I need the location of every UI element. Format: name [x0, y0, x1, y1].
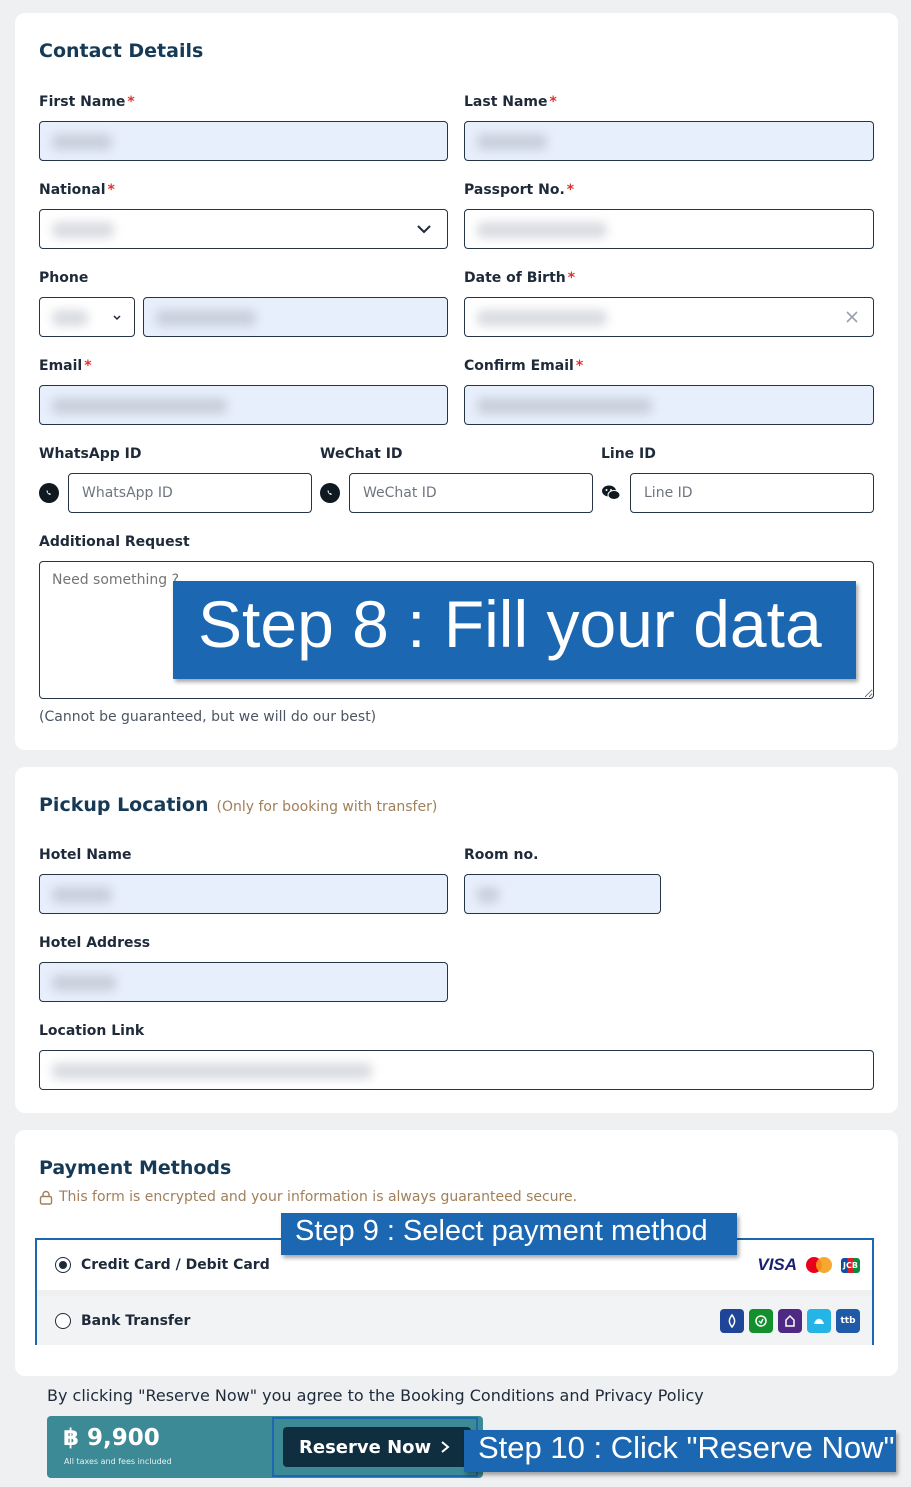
redacted-value [477, 887, 499, 903]
last-name-input[interactable] [464, 121, 874, 161]
chevron-right-icon [439, 1440, 451, 1454]
bank-transfer-radio[interactable] [55, 1313, 71, 1329]
redacted-value [477, 222, 607, 238]
additional-request-label: Additional Request [39, 534, 190, 550]
step9-annotation: Step 9 : Select payment method [281, 1213, 737, 1255]
required-mark: * [127, 94, 135, 110]
payment-methods-title: Payment Methods [39, 1157, 232, 1179]
reserve-now-button[interactable] [283, 1427, 471, 1467]
kasikorn-bank-icon [749, 1309, 773, 1333]
email-input[interactable] [39, 385, 448, 425]
dob-label: Date of Birth * [464, 270, 576, 286]
reserve-bar [47, 1416, 483, 1478]
required-mark: * [575, 358, 584, 374]
step8-annotation: Step 8 : Fill your data [173, 581, 856, 679]
hotel-name-label: Hotel Name [39, 847, 132, 863]
pickup-location-card [15, 767, 898, 1113]
required-mark: * [107, 182, 115, 198]
agreement-text: By clicking "Reserve Now" you agree to the Booking Conditions and Privacy Policy [47, 1386, 704, 1405]
hotel-address-input[interactable] [39, 962, 448, 1002]
clear-icon[interactable] [845, 310, 859, 324]
line-label: Line ID [601, 446, 656, 462]
whatsapp-input[interactable] [68, 473, 312, 513]
redacted-value [52, 398, 227, 414]
room-no-label: Room no. [464, 847, 539, 863]
credit-card-label: Credit Card / Debit Card [81, 1257, 270, 1273]
confirm-email-input[interactable] [464, 385, 874, 425]
wechat-placeholder: WeChat ID [363, 485, 437, 501]
phone-label: Phone [39, 270, 89, 286]
passport-input[interactable] [464, 209, 874, 249]
line-input[interactable] [630, 473, 874, 513]
bank-transfer-label: Bank Transfer [81, 1312, 191, 1329]
visa-icon: VISA [757, 1255, 798, 1274]
phone-input[interactable] [143, 297, 448, 337]
step10-annotation: Step 10 : Click "Reserve Now" [464, 1430, 896, 1472]
card-logos [757, 1255, 860, 1275]
dob-input[interactable] [464, 297, 874, 337]
jcb-icon: JCB [841, 1258, 860, 1273]
redacted-value [52, 1063, 372, 1079]
email-label: Email * [39, 358, 92, 374]
required-mark: * [84, 358, 92, 374]
lock-icon [39, 1190, 53, 1205]
redacted-value [52, 134, 112, 150]
scb-bank-icon [778, 1309, 802, 1333]
redacted-value [477, 398, 652, 414]
confirm-email-label: Confirm Email * [464, 358, 584, 374]
chevron-down-icon [415, 220, 433, 238]
redacted-value [52, 887, 112, 903]
redacted-value [52, 222, 114, 238]
price-value: ฿ 9,900 [63, 1425, 160, 1451]
national-label: National * [39, 182, 115, 198]
required-mark: * [549, 94, 557, 110]
redacted-value [477, 310, 607, 326]
location-link-input[interactable] [39, 1050, 874, 1090]
required-mark: * [566, 182, 575, 198]
phone-country-select[interactable] [39, 297, 135, 337]
national-select[interactable] [39, 209, 448, 249]
bangkok-bank-icon [720, 1309, 744, 1333]
krungthai-bank-icon [807, 1309, 831, 1333]
room-no-input[interactable] [464, 874, 661, 914]
passport-label: Passport No. * [464, 182, 575, 198]
contact-details-title: Contact Details [39, 40, 204, 62]
required-mark: * [567, 270, 576, 286]
wechat-label: WeChat ID [320, 446, 403, 462]
price-note: All taxes and fees included [64, 1457, 172, 1466]
redacted-value [52, 310, 88, 326]
first-name-input[interactable] [39, 121, 448, 161]
whatsapp-label: WhatsApp ID [39, 446, 142, 462]
ttb-bank-icon: ttb [836, 1309, 860, 1333]
hotel-address-label: Hotel Address [39, 935, 151, 951]
wechat-input[interactable] [349, 473, 593, 513]
wechat-icon [601, 484, 621, 502]
pickup-location-title: Pickup Location (Only for booking with transfer) [39, 794, 438, 816]
hotel-name-input[interactable] [39, 874, 448, 914]
whatsapp-placeholder: WhatsApp ID [82, 485, 173, 501]
secure-note: This form is encrypted and your information is always guaranteed secure. [39, 1189, 577, 1205]
first-name-label: First Name * [39, 94, 135, 110]
line-placeholder: Line ID [644, 485, 693, 501]
redacted-value [52, 975, 116, 991]
last-name-label: Last Name * [464, 94, 557, 110]
redacted-value [477, 134, 547, 150]
pickup-note: (Only for booking with transfer) [216, 799, 438, 815]
chevron-down-icon [112, 313, 122, 323]
redacted-value [156, 310, 256, 326]
mastercard-icon [803, 1255, 835, 1275]
location-link-label: Location Link [39, 1023, 145, 1039]
whatsapp-icon [39, 483, 59, 503]
reserve-now-label: Reserve Now [299, 1436, 432, 1458]
additional-request-hint: (Cannot be guaranteed, but we will do our best) [39, 709, 377, 725]
credit-card-radio[interactable] [55, 1257, 71, 1273]
payment-option-bank-transfer[interactable] [37, 1296, 872, 1345]
whatsapp-icon [320, 483, 340, 503]
bank-logos [715, 1309, 860, 1333]
